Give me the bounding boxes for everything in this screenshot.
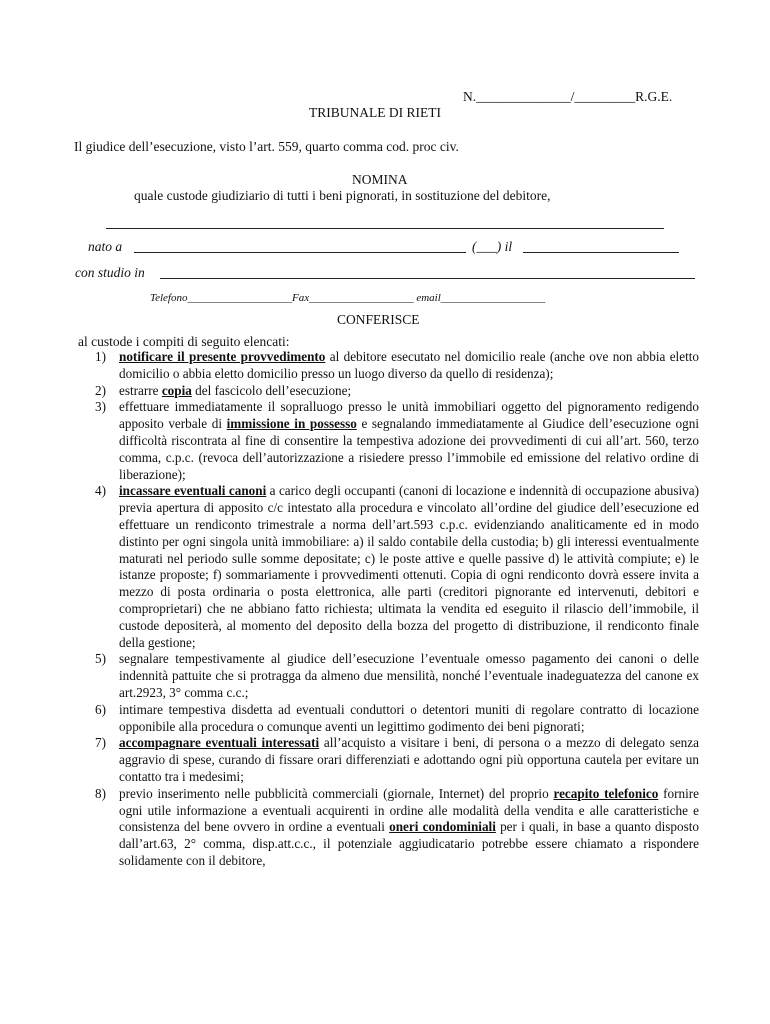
list-item: 6) intimare tempestiva disdetta ad eventuali conduttori o detentori muniti di regolare contratto di locazione opponibile alla procedura o comunque aventi un legittimo godimento dei beni pignorati;: [95, 701, 699, 734]
list-item: 8) previo inserimento nelle pubblicità commerciali (giornale, Internet) del proprio recapito telefonico fornire ogni utile informazione a eventuali acquirenti in ordine alle modalità della vendita e alle caratteristiche e consistenza del bene ovvero in ordine a eventuali oneri condominiali per i quali, in base a quanto disposto dall’art.63, 2° comma, disp.att.c.c., il potenziale aggiudicatario potrebbe essere chiamato a rispondere solidamente con il debitore,: [95, 785, 700, 868]
conferisce-lead: al custode i compiti di seguito elencati:: [78, 334, 290, 349]
list-item: 3) effettuare immediatamente il sopralluogo presso le unità immobiliari oggetto del pignoramento redigendo apposito verbale di immissione in possesso e segnalando immediatamente al Giudice dell’esecuzione ogni difficoltà riscontrata al fine di consentire la tempestiva adozione dei provvedimenti di cui all’art. 560, terzo comma, c.p.c. (revoca dell’autorizzazione a risiedere presso l’immobile ed emissione del relativo ordine di liberazione);: [95, 399, 699, 482]
list-item: 4) incassare eventuali canoni a carico degli occupanti (canoni di locazione e indennità di occupazione abusiva) previa apertura di apposito c/c intestato alla procedura e vincolato all’ordine del giudice dell’esecuzione ed effettuare un rendiconto trimestrale a norma dell’art.593 c.p.c. evidenziando analiticamente ed in modo distinto per ogni singola unità immobiliare: a) il saldo contabile della custodia; b) gli interessi eventualmente maturati nel periodo sulle somme depositate; c) le poste attive e quelle passive d) le attività compiute; e) le istanze proposte; f) sommariamente i provvedimenti ottenuti. Copia di ogni rendiconto dovrà essere invita a mezzo di posta ordinaria o posta elettronica, alle parti (creditori pignorante ed intervenuti, debitori e comproprietari) che ne abbiano fatto richiesta; ultimata la vendita ed eseguito il rilascio dell’immobile, il custode depositerà, al momento del deposito della bozza del progetto di distribuzione, il rendiconto finale della gestione;: [95, 483, 699, 650]
province-date-label: (___) il: [472, 239, 513, 254]
nomina-title: NOMINA: [352, 172, 408, 187]
list-item: 7) accompagnare eventuali interessati all’acquisto a visitare i beni, di persona o a mezzo di delegato senza aggravio di spese, curando di fissare orari differenziati e adottando ogni più opportuna cautela per evitare un contatto tra i medesimi;: [95, 735, 699, 784]
conferisce-title: CONFERISCE: [337, 312, 420, 327]
list-item: 2) estrarre copia del fascicolo dell’esecuzione;: [95, 382, 352, 398]
studio-line: [160, 278, 695, 279]
duties-list: [95, 349, 699, 870]
list-item: 1) notificare il presente provvedimento al debitore esecutato nel domicilio reale (anche ove non abbia eletto domicilio o abbia eletto domicilio presso un luogo diverso da quello di residenza);: [95, 349, 699, 381]
intro-text: Il giudice dell’esecuzione, visto l’art. 559, quarto comma cod. proc civ.: [74, 139, 459, 154]
court-title: TRIBUNALE DI RIETI: [309, 105, 441, 120]
rge-number: N.______________/_________R.G.E.: [463, 89, 673, 104]
contacts-line: Telefono___________________Fax___________________ email___________________: [150, 292, 546, 304]
studio-label: con studio in: [75, 265, 145, 280]
nato-a-label: nato a: [88, 239, 123, 254]
date-line: [523, 252, 679, 253]
nato-a-line: [134, 252, 466, 253]
custode-name-line: [106, 228, 664, 229]
nomina-subtitle: quale custode giudiziario di tutti i beni pignorati, in sostituzione del debitore,: [134, 188, 551, 203]
list-item: 5) segnalare tempestivamente al giudice dell’esecuzione l’eventuale omesso pagamento dei canoni o delle indennità pattuite che si protragga da almeno due mensilità, nonché l’eventuale inadeguatezza del canone ex art.2923, 3° comma c.c.;: [95, 651, 699, 700]
